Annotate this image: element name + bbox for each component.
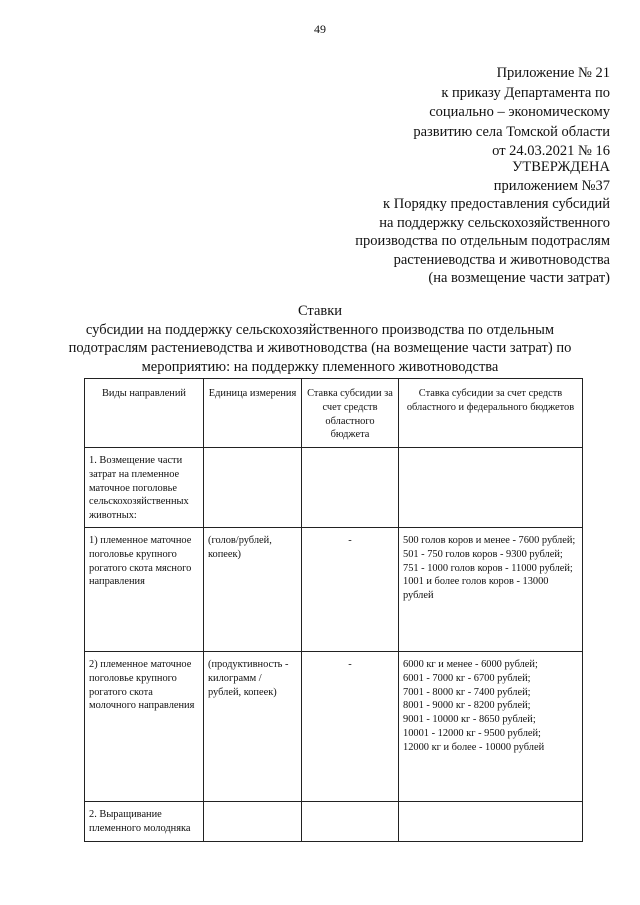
cell-regional-rate xyxy=(302,801,399,841)
title-line: мероприятию: на поддержку племенного животноводства xyxy=(141,358,499,375)
page-number: 49 xyxy=(314,22,326,36)
rate-line: 6001 - 7000 кг - 6700 рублей; xyxy=(403,672,531,684)
approval-block xyxy=(280,158,610,288)
table-row xyxy=(85,448,583,528)
header-direction: Виды направлений xyxy=(85,379,204,448)
cell-federal-rate xyxy=(399,527,583,651)
cell-regional-rate: - xyxy=(302,527,399,651)
cell-unit xyxy=(204,448,302,528)
rate-line: 751 - 1000 голов коров - 11000 рублей; xyxy=(403,562,573,574)
appendix-line: к приказу Департамента по xyxy=(441,84,610,101)
approval-line: к Порядку предоставления субсидий xyxy=(383,196,610,212)
table-row xyxy=(85,801,583,841)
rate-line: 9001 - 10000 кг - 8650 рублей; xyxy=(403,714,536,726)
rate-line: 501 - 750 голов коров - 9300 рублей; xyxy=(403,548,563,560)
table-header-row xyxy=(85,379,583,448)
rate-line: 10001 - 12000 кг - 9500 рублей; xyxy=(403,727,541,739)
rate-line: 500 голов коров и менее - 7600 рублей; xyxy=(403,534,576,546)
subsidy-rates-table xyxy=(84,378,583,842)
rate-line: 12000 кг и более - 10000 рублей xyxy=(403,741,545,753)
header-unit: Единица измерения xyxy=(204,379,302,448)
cell-direction: 2) племенное маточное поголовье крупного рогатого скота молочного направления xyxy=(85,651,204,801)
approval-line: растениеводства и животноводства xyxy=(393,251,610,268)
approval-line: на поддержку сельскохозяйственного xyxy=(379,214,610,231)
cell-regional-rate xyxy=(302,448,399,528)
cell-direction: 2. Выращивание племенного молодняка xyxy=(85,801,204,841)
cell-federal-rate xyxy=(399,448,583,528)
appendix-line: Приложение № 21 xyxy=(496,65,610,81)
cell-regional-rate: - xyxy=(302,651,399,801)
cell-unit: (голов/рублей, копеек) xyxy=(204,527,302,651)
approval-line: УТВЕРЖДЕНА xyxy=(512,159,610,175)
cell-unit xyxy=(204,801,302,841)
appendix-line: развитию села Томской области xyxy=(413,123,610,140)
rate-line: 1001 и более голов коров - 13000 рублей xyxy=(403,576,549,602)
cell-federal-rate xyxy=(399,651,583,801)
table-row xyxy=(85,651,583,801)
table-row xyxy=(85,527,583,651)
cell-direction: 1) племенное маточное поголовье крупного рогатого скота мясного направления xyxy=(85,527,204,651)
rate-line: 7001 - 8000 кг - 7400 рублей; xyxy=(403,686,531,698)
appendix-line: от 24.03.2021 № 16 xyxy=(492,143,610,159)
header-federal-rate: Ставка субсидии за счет средств областного и федерального бюджетов xyxy=(399,379,583,448)
rate-line: 8001 - 9000 кг - 8200 рублей; xyxy=(403,700,531,712)
title-line: субсидии на поддержку сельскохозяйственного производства по отдельным xyxy=(85,321,555,338)
approval-line: приложением №37 xyxy=(493,177,610,194)
title-line: подотраслям растениеводства и животноводства (на возмещение части затрат) по xyxy=(68,340,572,356)
cell-federal-rate xyxy=(399,801,583,841)
rate-line: 6000 кг и менее - 6000 рублей; xyxy=(403,658,538,670)
document-title xyxy=(60,302,580,376)
appendix-block xyxy=(290,64,610,162)
approval-line: (на возмещение части затрат) xyxy=(428,270,610,286)
approval-line: производства по отдельным подотраслям xyxy=(355,233,610,249)
cell-unit: (продуктивность - килограмм / рублей, копеек) xyxy=(204,651,302,801)
cell-direction: 1. Возмещение части затрат на племенное маточное поголовье сельскохозяйственных животных: xyxy=(85,448,204,528)
title-line: Ставки xyxy=(297,303,343,319)
header-regional-rate: Ставка субсидии за счет средств областного бюджета xyxy=(302,379,399,448)
appendix-line: социально – экономическому xyxy=(429,104,610,120)
